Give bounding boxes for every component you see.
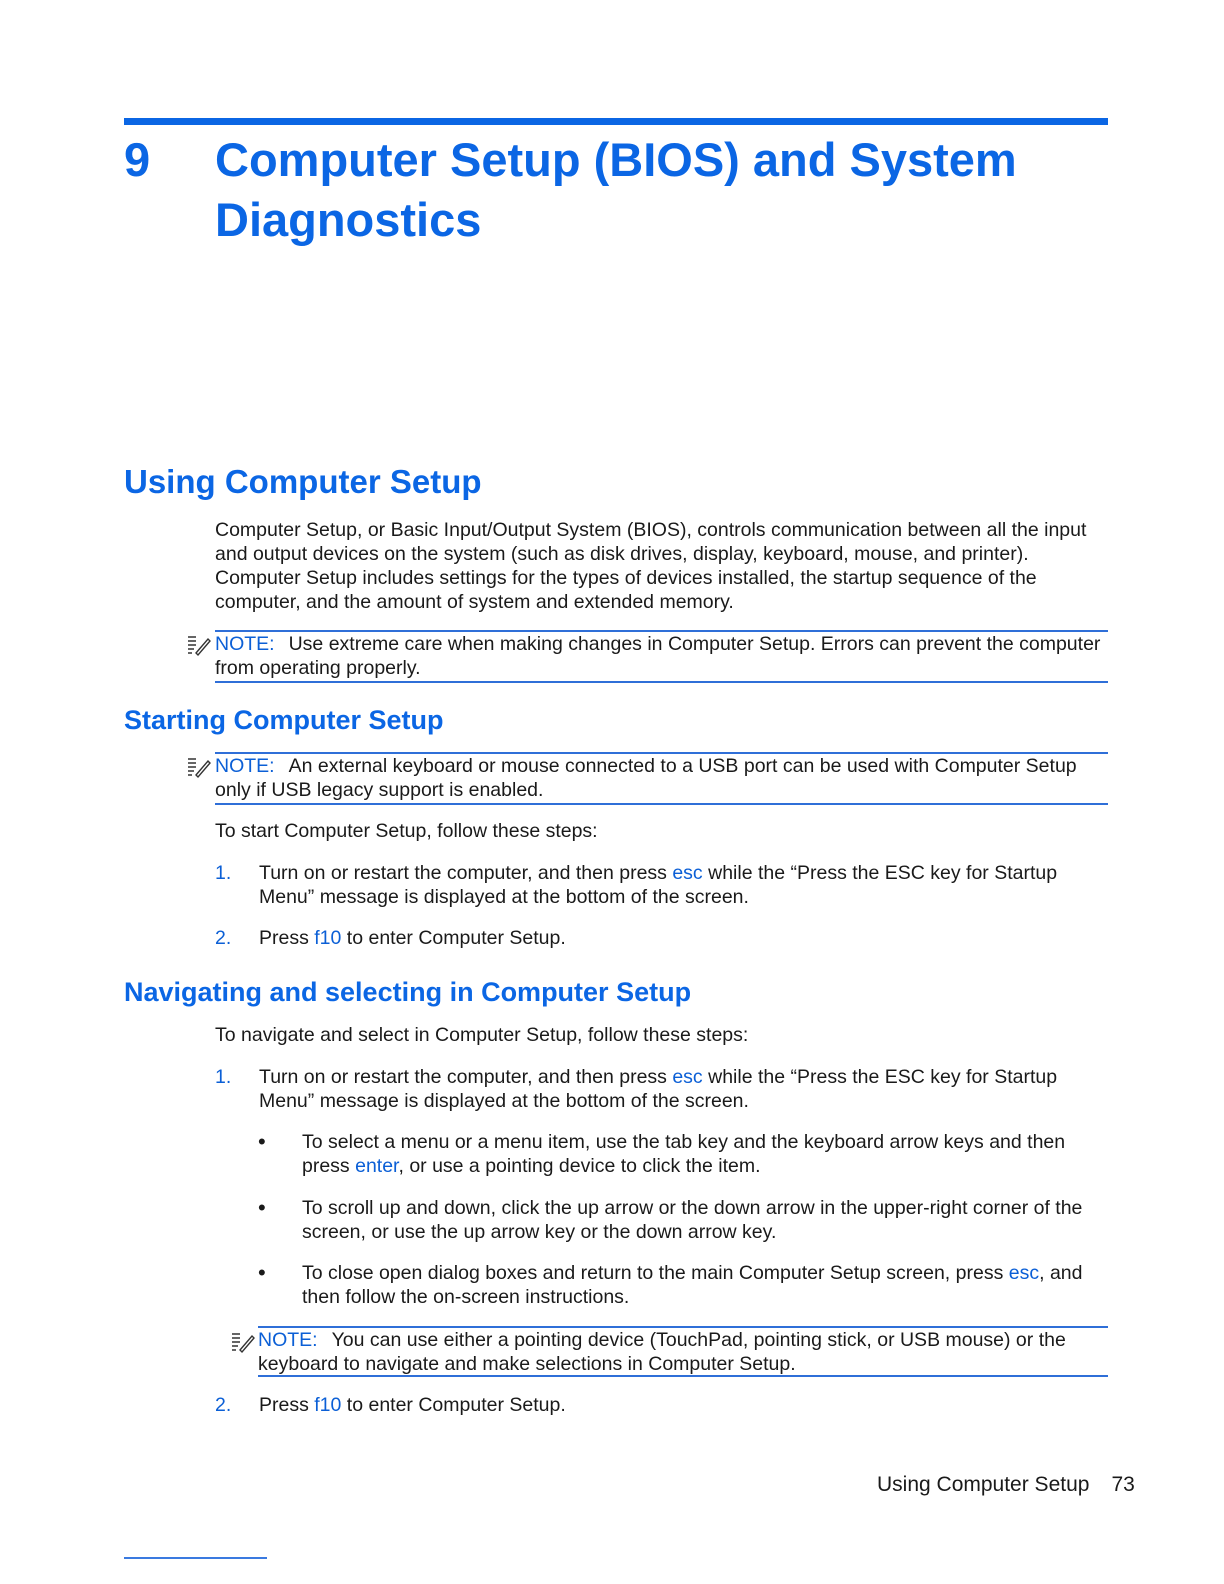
note-text: You can use either a pointing device (TouchPad, pointing stick, or USB mouse) or the keyboard to navigate and make selections in Computer Setup. (258, 1329, 1066, 1375)
page-footer (877, 1472, 1135, 1498)
note-text: An external keyboard or mouse connected to a USB port can be used with Computer Setup only if USB legacy support is enabled. (215, 755, 1077, 801)
intro-paragraph: Computer Setup, or Basic Input/Output System (BIOS), controls communication between all the input and output devices on the system (such as disk drives, display, keyboard, mouse, and printer). Computer Setup includes settings for the types of devices installed, the startup sequence of the computer, and the amount of system and extended memory. (215, 519, 1087, 613)
step-number: 2. (215, 927, 232, 949)
heading-using-computer-setup: Using Computer Setup (124, 463, 482, 500)
heading-starting-computer-setup: Starting Computer Setup (124, 705, 444, 735)
step-text: Press f10 to enter Computer Setup. (259, 1394, 566, 1416)
step-text: Press f10 to enter Computer Setup. (259, 927, 566, 949)
step-text: Turn on or restart the computer, and then press esc while the “Press the ESC key for Startup Menu” message is displayed at the bottom of the screen. (259, 1066, 1058, 1112)
step-text: Turn on or restart the computer, and then press esc while the “Press the ESC key for Startup Menu” message is displayed at the bottom of the screen. (259, 862, 1058, 908)
note-box-pointing-device (258, 1326, 1108, 1377)
note-box-careful (215, 630, 1108, 683)
bullet-dot: • (258, 1260, 266, 1285)
note-box-usb (215, 752, 1108, 805)
bullet-text: To select a menu or a menu item, use the tab key and the keyboard arrow keys and then press enter, or use a pointing device to click the item. (302, 1131, 1066, 1177)
page-number: 73 (1111, 1473, 1135, 1496)
footer-rule (124, 1557, 267, 1559)
heading-navigating-selecting: Navigating and selecting in Computer Setup (124, 977, 692, 1007)
key-enter: enter (355, 1155, 399, 1177)
bullet-text: To scroll up and down, click the up arrow or the down arrow in the upper-right corner of the screen, or use the up arrow key or the down arrow key. (302, 1197, 1083, 1243)
note-label: NOTE: (215, 633, 275, 655)
note-icon (186, 633, 212, 657)
note-text: Use extreme care when making changes in Computer Setup. Errors can prevent the computer from operating properly. (215, 633, 1101, 679)
note-icon (230, 1330, 256, 1354)
bullet-dot: • (258, 1195, 266, 1220)
chapter-rule (124, 118, 1108, 125)
key-f10: f10 (314, 1394, 342, 1416)
bullet-text: To close open dialog boxes and return to the main Computer Setup screen, press esc, and then follow the on-screen instructions. (302, 1262, 1083, 1308)
step-number: 1. (215, 862, 232, 884)
navigating-intro: To navigate and select in Computer Setup, follow these steps: (215, 1024, 749, 1046)
note-label: NOTE: (215, 755, 275, 777)
key-esc: esc (1008, 1262, 1040, 1284)
bullet-dot: • (258, 1129, 266, 1154)
chapter-title: Computer Setup (BIOS) and System Diagnostics (215, 133, 1017, 246)
key-esc: esc (672, 1066, 703, 1088)
step-number: 1. (215, 1066, 232, 1088)
footer-section: Using Computer Setup (877, 1473, 1090, 1496)
chapter-number: 9 (124, 133, 151, 186)
note-icon (186, 755, 212, 779)
note-label: NOTE: (258, 1329, 318, 1351)
key-f10: f10 (314, 927, 342, 949)
key-esc: esc (672, 862, 703, 884)
starting-intro: To start Computer Setup, follow these steps: (215, 820, 598, 842)
step-number: 2. (215, 1394, 232, 1416)
